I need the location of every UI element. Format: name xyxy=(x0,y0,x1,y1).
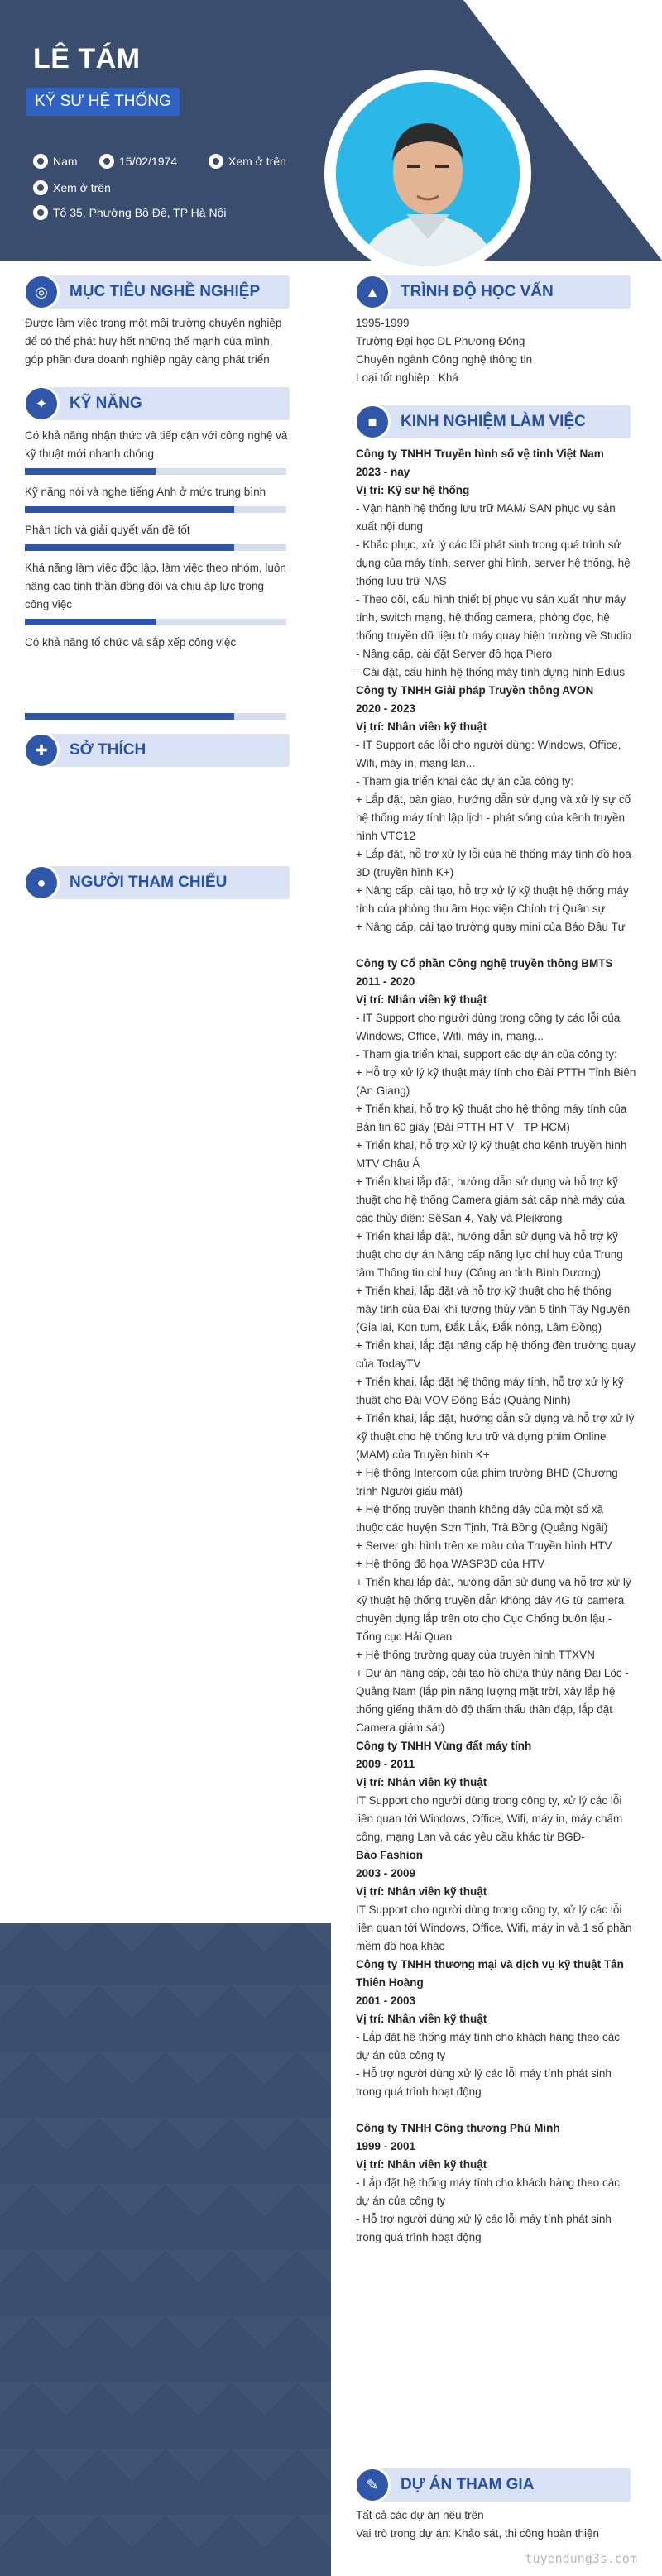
experience-line: + Server ghi hình trên xe màu của Truyền hình HTV xyxy=(356,1539,612,1552)
experience-line: Camera giám sát) xyxy=(356,1721,445,1734)
experience-line: - Cài đặt, cấu hình hệ thống máy tính dựng hình Edius xyxy=(356,666,625,678)
objective-line: Được làm việc trong một môi trường chuyên nghiệp xyxy=(25,317,282,329)
email-value: Xem ở trên xyxy=(53,181,111,194)
experience-line: - Nâng cấp, cài đặt Server đồ họa Piero xyxy=(356,648,553,660)
references-title: NGƯỜI THAM CHIẾU xyxy=(70,874,228,891)
experience-line: hình VTC12 xyxy=(356,830,416,842)
experience-line: - Tham gia triển khai, support các dự án của công ty: xyxy=(356,1048,617,1061)
skill-bar xyxy=(25,468,286,475)
experience-heading: 2001 - 2003 xyxy=(356,1994,416,2007)
experience-heading: 2009 - 2011 xyxy=(356,1758,415,1770)
avatar-photo xyxy=(336,82,520,266)
projects-title: DỰ ÁN THAM GIA xyxy=(401,2476,535,2493)
experience-line: mềm đồ họa khác xyxy=(356,1940,445,1952)
experience-heading: 2023 - nay xyxy=(356,466,410,478)
avatar xyxy=(336,82,520,266)
projects-text xyxy=(356,2507,645,2543)
contact-birthday xyxy=(99,154,177,169)
skill-item xyxy=(25,634,298,652)
experience-line: + Lắp đặt, bàn giao, hướng dẫn sử dụng và xử lý sự cố xyxy=(356,793,631,806)
experience-line: liên quan tới Windows, Office, Wifi, máy in, máy chấm xyxy=(356,1812,623,1825)
experience-line: trong quá trình hoạt động xyxy=(356,2231,482,2243)
experience-heading: Công ty TNHH Công thương Phú Minh xyxy=(356,2122,560,2134)
section-skills xyxy=(33,387,290,420)
experience-line: thuật cho Đài VOV Đông Bắc (Quảng Ninh) xyxy=(356,1394,571,1406)
experience-line: + Triển khai, lắp đặt, hướng dẫn sử dụng và hỗ trợ xử lý xyxy=(356,1412,635,1424)
experience-heading: 1999 - 2001 xyxy=(356,2140,416,2152)
experience-line: - Tham gia triển khai các dự án của công ty: xyxy=(356,775,574,788)
skill-fill xyxy=(25,468,156,475)
experience-line: của TodayTV xyxy=(356,1357,421,1370)
skill-fill xyxy=(25,506,234,513)
skill-item xyxy=(25,559,298,614)
experience-item xyxy=(356,1956,645,2101)
education-line: Loại tốt nghiệp : Khá xyxy=(356,371,458,384)
experience-line: dự án của công ty xyxy=(356,2195,446,2207)
education-line: 1995-1999 xyxy=(356,317,410,329)
experience-heading: Thiên Hoàng xyxy=(356,1976,424,1989)
experience-line: Wifi, máy in, mạng lan... xyxy=(356,757,476,769)
objective-line: góp phần đưa doanh nghiệp ngày càng phát triển xyxy=(25,353,270,366)
experience-line: tính, switch mạng, hệ thống camera, phòng đọc, hệ xyxy=(356,611,610,624)
user-icon xyxy=(33,154,48,169)
experience-line: (MAM) của Truyền hình K+ xyxy=(356,1448,490,1461)
experience-line: + Hệ thống truyền thanh không dây của một số xã xyxy=(356,1503,604,1515)
experience-line: + Dự án nâng cấp, cải tạo hồ chứa thủy năng Đại Lộc - xyxy=(356,1667,629,1679)
experience-line: + Triển khai, lắp đặt nâng cấp hệ thống đèn trường quay xyxy=(356,1339,636,1352)
experience-line: - Lắp đặt hệ thống máy tính cho khách hàng theo các xyxy=(356,2176,620,2189)
experience-line: IT Support cho người dùng trong công ty, xử lý các lỗi xyxy=(356,1794,622,1807)
experience-line: thống truyền dữ liệu từ máy quay hiện trường về Studio xyxy=(356,630,632,642)
experience-line: tâm Thông tin chỉ huy (Công an tỉnh Bình Dương) xyxy=(356,1266,602,1279)
experience-line: + Triển khai lắp đặt, hướng dẫn sử dụng và hỗ trợ kỹ xyxy=(356,1175,618,1188)
experience-line: dụng của máy tính, server ghi hình, server hệ thống, hệ xyxy=(356,557,631,569)
skill-line: Kỹ năng nói và nghe tiếng Anh ở mức trung bình xyxy=(25,486,266,498)
experience-item xyxy=(356,955,645,1737)
experience-line: - Hỗ trợ người dùng xử lý các lỗi máy tính phát sinh xyxy=(356,2213,612,2225)
briefcase-icon: ■ xyxy=(354,404,391,440)
gender-value: Nam xyxy=(53,155,78,168)
job-title: KỸ SƯ HỆ THỐNG xyxy=(26,88,180,116)
skill-line: Có khả năng nhận thức và tiếp cận với công nghệ và xyxy=(25,429,288,442)
experience-line: + Triển khai, hỗ trợ kỹ thuật cho hệ thống máy tính của xyxy=(356,1103,627,1115)
experience-line: + Triển khai lắp đặt, hướng dẫn sử dụng và hỗ trợ xử lý xyxy=(356,1576,631,1588)
education-text xyxy=(356,314,645,387)
experience-line: Bản tin 60 giây (Đài PTTH HT V - TP HCM) xyxy=(356,1121,570,1133)
experience-line: thuật cho dự án Nâng cấp năng lực chỉ huy của Trung xyxy=(356,1248,623,1261)
experience-line: thống lưu trữ NAS xyxy=(356,575,447,587)
email-icon xyxy=(33,180,48,195)
experience-heading: Công ty TNHH Truyền hình số vệ tinh Việt Nam xyxy=(356,448,604,460)
lightbulb-icon: ✦ xyxy=(23,385,60,422)
experience-line: + Hệ thống Intercom của phim trường BHD (Chương xyxy=(356,1467,618,1479)
experience-line: Quảng Nam (lắp pin năng lượng mặt trời, xây lắp hệ xyxy=(356,1685,616,1697)
skill-bar xyxy=(25,544,286,551)
experience-line: 3D (truyền hình K+) xyxy=(356,866,454,879)
experience-line: + Hỗ trợ xử lý kỹ thuật máy tính cho Đài PTTH Tỉnh Biên xyxy=(356,1066,636,1079)
experience-line: IT Support cho người dùng trong công ty, xử lý các lỗi xyxy=(356,1903,622,1916)
experience-item xyxy=(356,1846,645,1956)
experience-line: + Nâng cấp, cải tạo trường quay mini của Báo Đầu Tư xyxy=(356,921,626,933)
experience-title: KINH NGHIỆM LÀM VIỆC xyxy=(401,413,586,430)
experience-line: - Theo dõi, cấu hình thiết bị phục vụ sản xuất như máy xyxy=(356,593,626,606)
experience-line: tính của phòng thu âm Học viện Chính trị Quân sự xyxy=(356,903,606,915)
person-icon: ● xyxy=(23,864,60,901)
objective-line: để có thể phát huy hết những thế mạnh của mình, xyxy=(25,335,273,347)
experience-heading: Vị trí: Nhân viên kỹ thuật xyxy=(356,1776,487,1788)
skill-line: Có khả năng tổ chức và sắp xếp công việc xyxy=(25,636,237,649)
experience-line: - Khắc phục, xử lý các lỗi phát sinh trong quá trình sử xyxy=(356,539,621,551)
experience-line: trình Người giấu mặt) xyxy=(356,1485,463,1497)
experience-heading: Công ty TNHH Giải pháp Truyền thông AVON xyxy=(356,684,594,697)
projects-line: Vai trò trong dự án: Khảo sát, thi công hoàn thiện xyxy=(356,2527,599,2540)
target-icon: ◎ xyxy=(23,274,60,310)
section-experience xyxy=(364,405,631,438)
education-line: Trường Đại học DL Phương Đông xyxy=(356,335,525,347)
experience-line: - Lắp đặt hệ thống máy tính cho khách hàng theo các xyxy=(356,2031,620,2043)
experience-heading: Công ty TNHH thương mại và dịch vụ kỹ thuật Tân xyxy=(356,1958,624,1970)
experience-line: dự án của công ty xyxy=(356,2049,446,2061)
experience-heading: 2011 - 2020 xyxy=(356,975,415,988)
section-hobbies xyxy=(33,734,290,767)
experience-heading: Vị trí: Nhân viên kỹ thuật xyxy=(356,2158,487,2171)
education-line: Chuyên ngành Công nghệ thông tin xyxy=(356,353,533,366)
experience-line: kỹ thuật hệ thống truyền dẫn không dây 4G từ camera xyxy=(356,1594,625,1606)
puzzle-icon: ✚ xyxy=(23,732,60,768)
experience-line: + Hệ thống trường quay của truyền hình TTXVN xyxy=(356,1649,595,1661)
skill-item xyxy=(25,427,298,463)
experience-heading: Công ty TNHH Vùng đất máy tính xyxy=(356,1740,532,1752)
experience-line: + Nâng cấp, cài tạo, hỗ trợ xử lý kỹ thuật hệ thống máy xyxy=(356,884,629,897)
skill-fill xyxy=(25,713,234,720)
experience-line: + Hệ thống đồ họa WASP3D của HTV xyxy=(356,1558,544,1570)
experience-line: trong quá trình hoạt động xyxy=(356,2085,482,2098)
skill-bar xyxy=(25,506,286,513)
experience-line: công, mạng Lan và các yêu cầu khác từ BGĐ- xyxy=(356,1831,585,1843)
skill-line: công việc xyxy=(25,598,73,610)
experience-heading: Vị trí: Kỹ sư hệ thống xyxy=(356,484,470,496)
experience-heading: Vị trí: Nhân viên kỹ thuật xyxy=(356,1885,487,1898)
experience-heading: Vị trí: Nhân viên kỹ thuật xyxy=(356,721,487,733)
skill-bar xyxy=(25,619,286,625)
hobbies-title: SỞ THÍCH xyxy=(70,741,146,759)
experience-line: các thủy điện: SêSan 4, Yaly và Pleikrong xyxy=(356,1212,563,1224)
experience-line: thuộc các huyện Sơn Tịnh, Trà Bồng (Quảng Ngãi) xyxy=(356,1521,608,1534)
skill-line: Phân tích và giải quyết vấn đề tốt xyxy=(25,524,190,536)
objective-text xyxy=(25,314,298,369)
contact-gender xyxy=(33,154,78,169)
graduation-cap-icon: ▲ xyxy=(354,274,391,310)
address-value: Tổ 35, Phường Bồ Đề, TP Hà Nội xyxy=(53,206,227,219)
experience-line: Tổng cục Hải Quan xyxy=(356,1630,453,1643)
experience-line: kỹ thuật cho hệ thống lưu trữ và dựng phim Online xyxy=(356,1430,607,1443)
experience-line: - Hỗ trợ người dùng xử lý các lỗi máy tính phát sinh xyxy=(356,2067,612,2080)
education-title: TRÌNH ĐỘ HỌC VẤN xyxy=(401,283,554,300)
experience-heading: Công ty Cổ phần Công nghệ truyền thông BMTS xyxy=(356,957,613,970)
calendar-icon xyxy=(99,154,114,169)
experience-line: xuất nội dung xyxy=(356,520,424,533)
experience-line: MTV Châu Á xyxy=(356,1157,420,1170)
experience-line: + Triển khai, lắp đặt và hỗ trợ kỹ thuật cho hệ thống xyxy=(356,1285,612,1297)
skill-item xyxy=(25,521,298,539)
avatar-frame xyxy=(324,70,531,277)
experience-line: máy tính của Đài khí tượng thủy văn 5 tỉnh Tây Nguyên xyxy=(356,1303,631,1315)
contact-phone xyxy=(209,154,286,169)
location-icon xyxy=(33,205,48,220)
watermark: tuyendung3s.com xyxy=(525,2551,637,2566)
experience-line: Windows, Office, Wifi, máy in, mạng... xyxy=(356,1030,544,1042)
experience-line: liên quan tới Windows, Office, Wifi, máy in và 1 số phần xyxy=(356,1922,632,1934)
section-objective xyxy=(33,275,290,309)
experience-line: - IT Support các lỗi cho người dùng: Windows, Office, xyxy=(356,739,621,751)
skill-item xyxy=(25,483,298,501)
experience-heading: Vị trí: Nhân viên kỹ thuật xyxy=(356,994,487,1006)
experience-heading: 2020 - 2023 xyxy=(356,702,416,715)
experience-heading: Bảo Fashion xyxy=(356,1849,424,1861)
experience-item xyxy=(356,445,645,682)
skill-fill xyxy=(25,619,156,625)
experience-line: hệ thống máy tính lập lịch - phát sóng của kênh truyền xyxy=(356,812,625,824)
skill-line: nâng cao tinh thần đồng đội và chịu áp lực trong xyxy=(25,580,264,592)
experience-line: (An Giang) xyxy=(356,1085,410,1097)
experience-line: (Gia lai, Kon tum, Đắk Lắk, Đắk nông, Lâm Đồng) xyxy=(356,1321,602,1333)
experience-item xyxy=(356,1737,645,1846)
experience-item xyxy=(356,2119,645,2247)
experience-line: chuyên dụng lắp trên oto cho Cục Chống buôn lậu - xyxy=(356,1612,612,1625)
experience-line: - Vận hành hệ thống lưu trữ MAM/ SAN phục vụ sản xyxy=(356,502,616,515)
experience-heading: Vị trí: Nhân viên kỹ thuật xyxy=(356,2013,487,2025)
experience-heading: 2003 - 2009 xyxy=(356,1867,416,1879)
skill-bar xyxy=(25,713,286,720)
experience-line: thống giếng thăm dò độ thấm thấu thân đập, lắp đặt xyxy=(356,1703,612,1716)
experience-line: + Lắp đặt, hỗ trợ xử lý lỗi của hệ thống máy tính đồ họa xyxy=(356,848,631,860)
contact-email xyxy=(33,180,111,195)
document-icon: ✎ xyxy=(354,2467,391,2503)
experience-list xyxy=(356,445,645,2247)
contact-address xyxy=(33,205,226,220)
experience-item xyxy=(356,682,645,936)
experience-line: + Triển khai, lắp đặt hệ thống máy tính, hỗ trợ xử lý kỹ xyxy=(356,1376,624,1388)
phone-icon xyxy=(209,154,223,169)
candidate-name: LÊ TÁM xyxy=(33,43,141,74)
experience-line: + Triển khai lắp đặt, hướng dẫn sử dụng và hỗ trợ kỹ xyxy=(356,1230,618,1243)
projects-line: Tất cả các dự án nêu trên xyxy=(356,2509,484,2521)
section-projects xyxy=(364,2468,631,2502)
skill-line: kỹ thuật mới nhanh chóng xyxy=(25,448,154,460)
experience-line: - IT Support cho người dùng trong công ty các lỗi của xyxy=(356,1012,621,1024)
experience-line: + Triển khai, hỗ trợ xử lý kỹ thuật cho kênh truyền hình xyxy=(356,1139,627,1152)
experience-line: thuật cho hệ thống Camera giám sát cấp nhà máy của xyxy=(356,1194,625,1206)
skills-title: KỸ NĂNG xyxy=(70,395,142,412)
skill-line: Khả năng làm việc độc lập, làm việc theo nhóm, luôn xyxy=(25,562,286,574)
skill-fill xyxy=(25,544,234,551)
section-references xyxy=(33,866,290,899)
birthday-value: 15/02/1974 xyxy=(119,155,178,168)
phone-value: Xem ở trên xyxy=(228,155,286,168)
section-education xyxy=(364,275,631,309)
objective-title: MỤC TIÊU NGHỀ NGHIỆP xyxy=(70,283,261,300)
